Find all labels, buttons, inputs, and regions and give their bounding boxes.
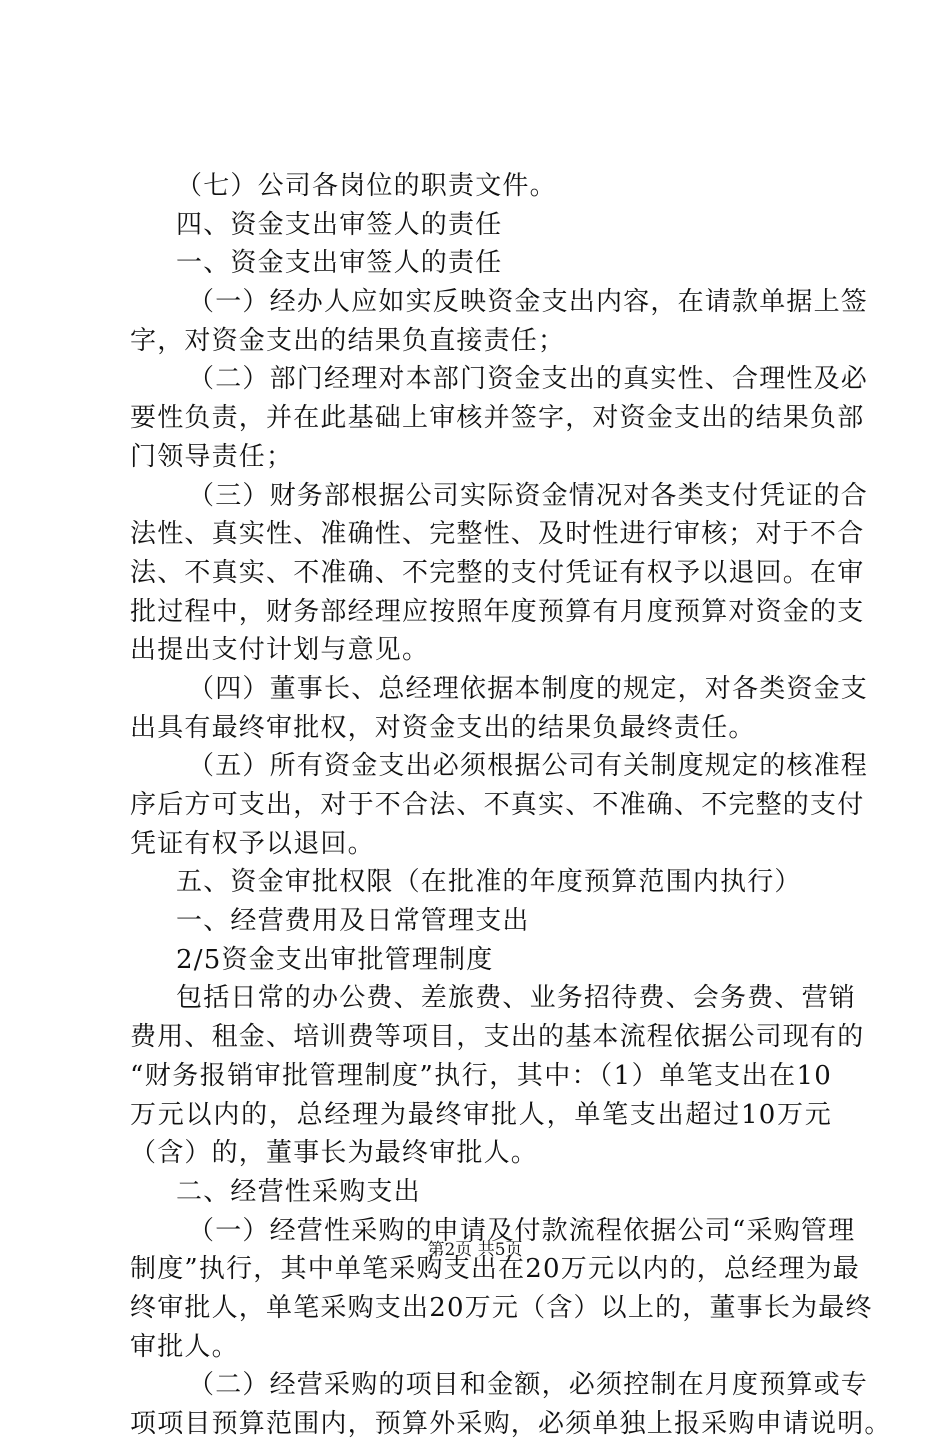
text-line: （二）部门经理对本部门资金支出的真实性、合理性及必 — [188, 364, 869, 395]
text-line: （三）财务部根据公司实际资金情况对各类支付凭证的合 — [188, 480, 869, 511]
text-line: 费用、租金、培训费等项目，支出的基本流程依据公司现有的 — [130, 1022, 865, 1053]
text-line: 项项目预算范围内，预算外采购，必须单独上报采购申请说明。 — [130, 1409, 892, 1439]
text-line: （七）公司各岗位的职责文件。 — [176, 171, 557, 201]
text-line: 门领导责任； — [130, 441, 294, 472]
text-line: 包括日常的办公费、差旅费、业务招待费、会务费、营销 — [176, 983, 857, 1014]
text-line: 序后方可支出，对于不合法、不真实、不准确、不完整的支付 — [130, 790, 865, 820]
text-line: （四）董事长、总经理依据本制度的规定，对各类资金支 — [188, 673, 869, 704]
text-line: 四、资金支出审签人的责任 — [176, 209, 503, 240]
page-number-footer: 第2页 共5页 — [427, 1240, 523, 1260]
text-line: 字，对资金支出的结果负直接责任； — [130, 325, 566, 356]
text-line: 批过程中，财务部经理应按照年度预算有月度预算对资金的支 — [130, 596, 865, 627]
text-line: （五）所有资金支出必须根据公司有关制度规定的核准程 — [188, 751, 869, 782]
text-line: 法性、真实性、准确性、完整性、及时性进行审核；对于不合 — [130, 519, 865, 550]
text-line: 制度”执行，其中单笔采购支出在20万元以内的，总经理为最 — [130, 1254, 860, 1285]
text-line: “财务报销审批管理制度”执行，其中：（1）单笔支出在10 — [130, 1060, 832, 1091]
text-line: （二）经营采购的项目和金额，必须控制在月度预算或专 — [188, 1370, 869, 1401]
text-line: 凭证有权予以退回。 — [130, 828, 375, 859]
text-line: 出具有最终审批权，对资金支出的结果负最终责任。 — [130, 712, 756, 743]
text-line: （含）的，董事长为最终审批人。 — [130, 1138, 539, 1169]
text-line: 法、不真实、不准确、不完整的支付凭证有权予以退回。在审 — [130, 557, 865, 588]
text-line: （一）经办人应如实反映资金支出内容，在请款单据上签 — [188, 287, 869, 318]
text-line: （一）经营性采购的申请及付款流程依据公司“采购管理 — [188, 1215, 856, 1246]
text-line: 万元以内的，总经理为最终审批人，单笔支出超过10万元 — [130, 1099, 832, 1130]
text-line: 二、经营性采购支出 — [176, 1176, 421, 1207]
text-line: 五、资金审批权限（在批准的年度预算范围内执行） — [176, 867, 802, 898]
text-line: 审批人。 — [130, 1331, 239, 1362]
text-line: 要性负责，并在此基础上审核并签字，对资金支出的结果负部 — [130, 403, 865, 434]
text-line: 终审批人，单笔采购支出20万元（含）以上的，董事长为最终 — [130, 1292, 873, 1323]
text-line: 2/5资金支出审批管理制度 — [176, 944, 494, 975]
text-line: 出提出支付计划与意见。 — [130, 635, 430, 666]
text-line: 一、经营费用及日常管理支出 — [176, 906, 530, 937]
text-line: 一、资金支出审签人的责任 — [176, 248, 503, 279]
